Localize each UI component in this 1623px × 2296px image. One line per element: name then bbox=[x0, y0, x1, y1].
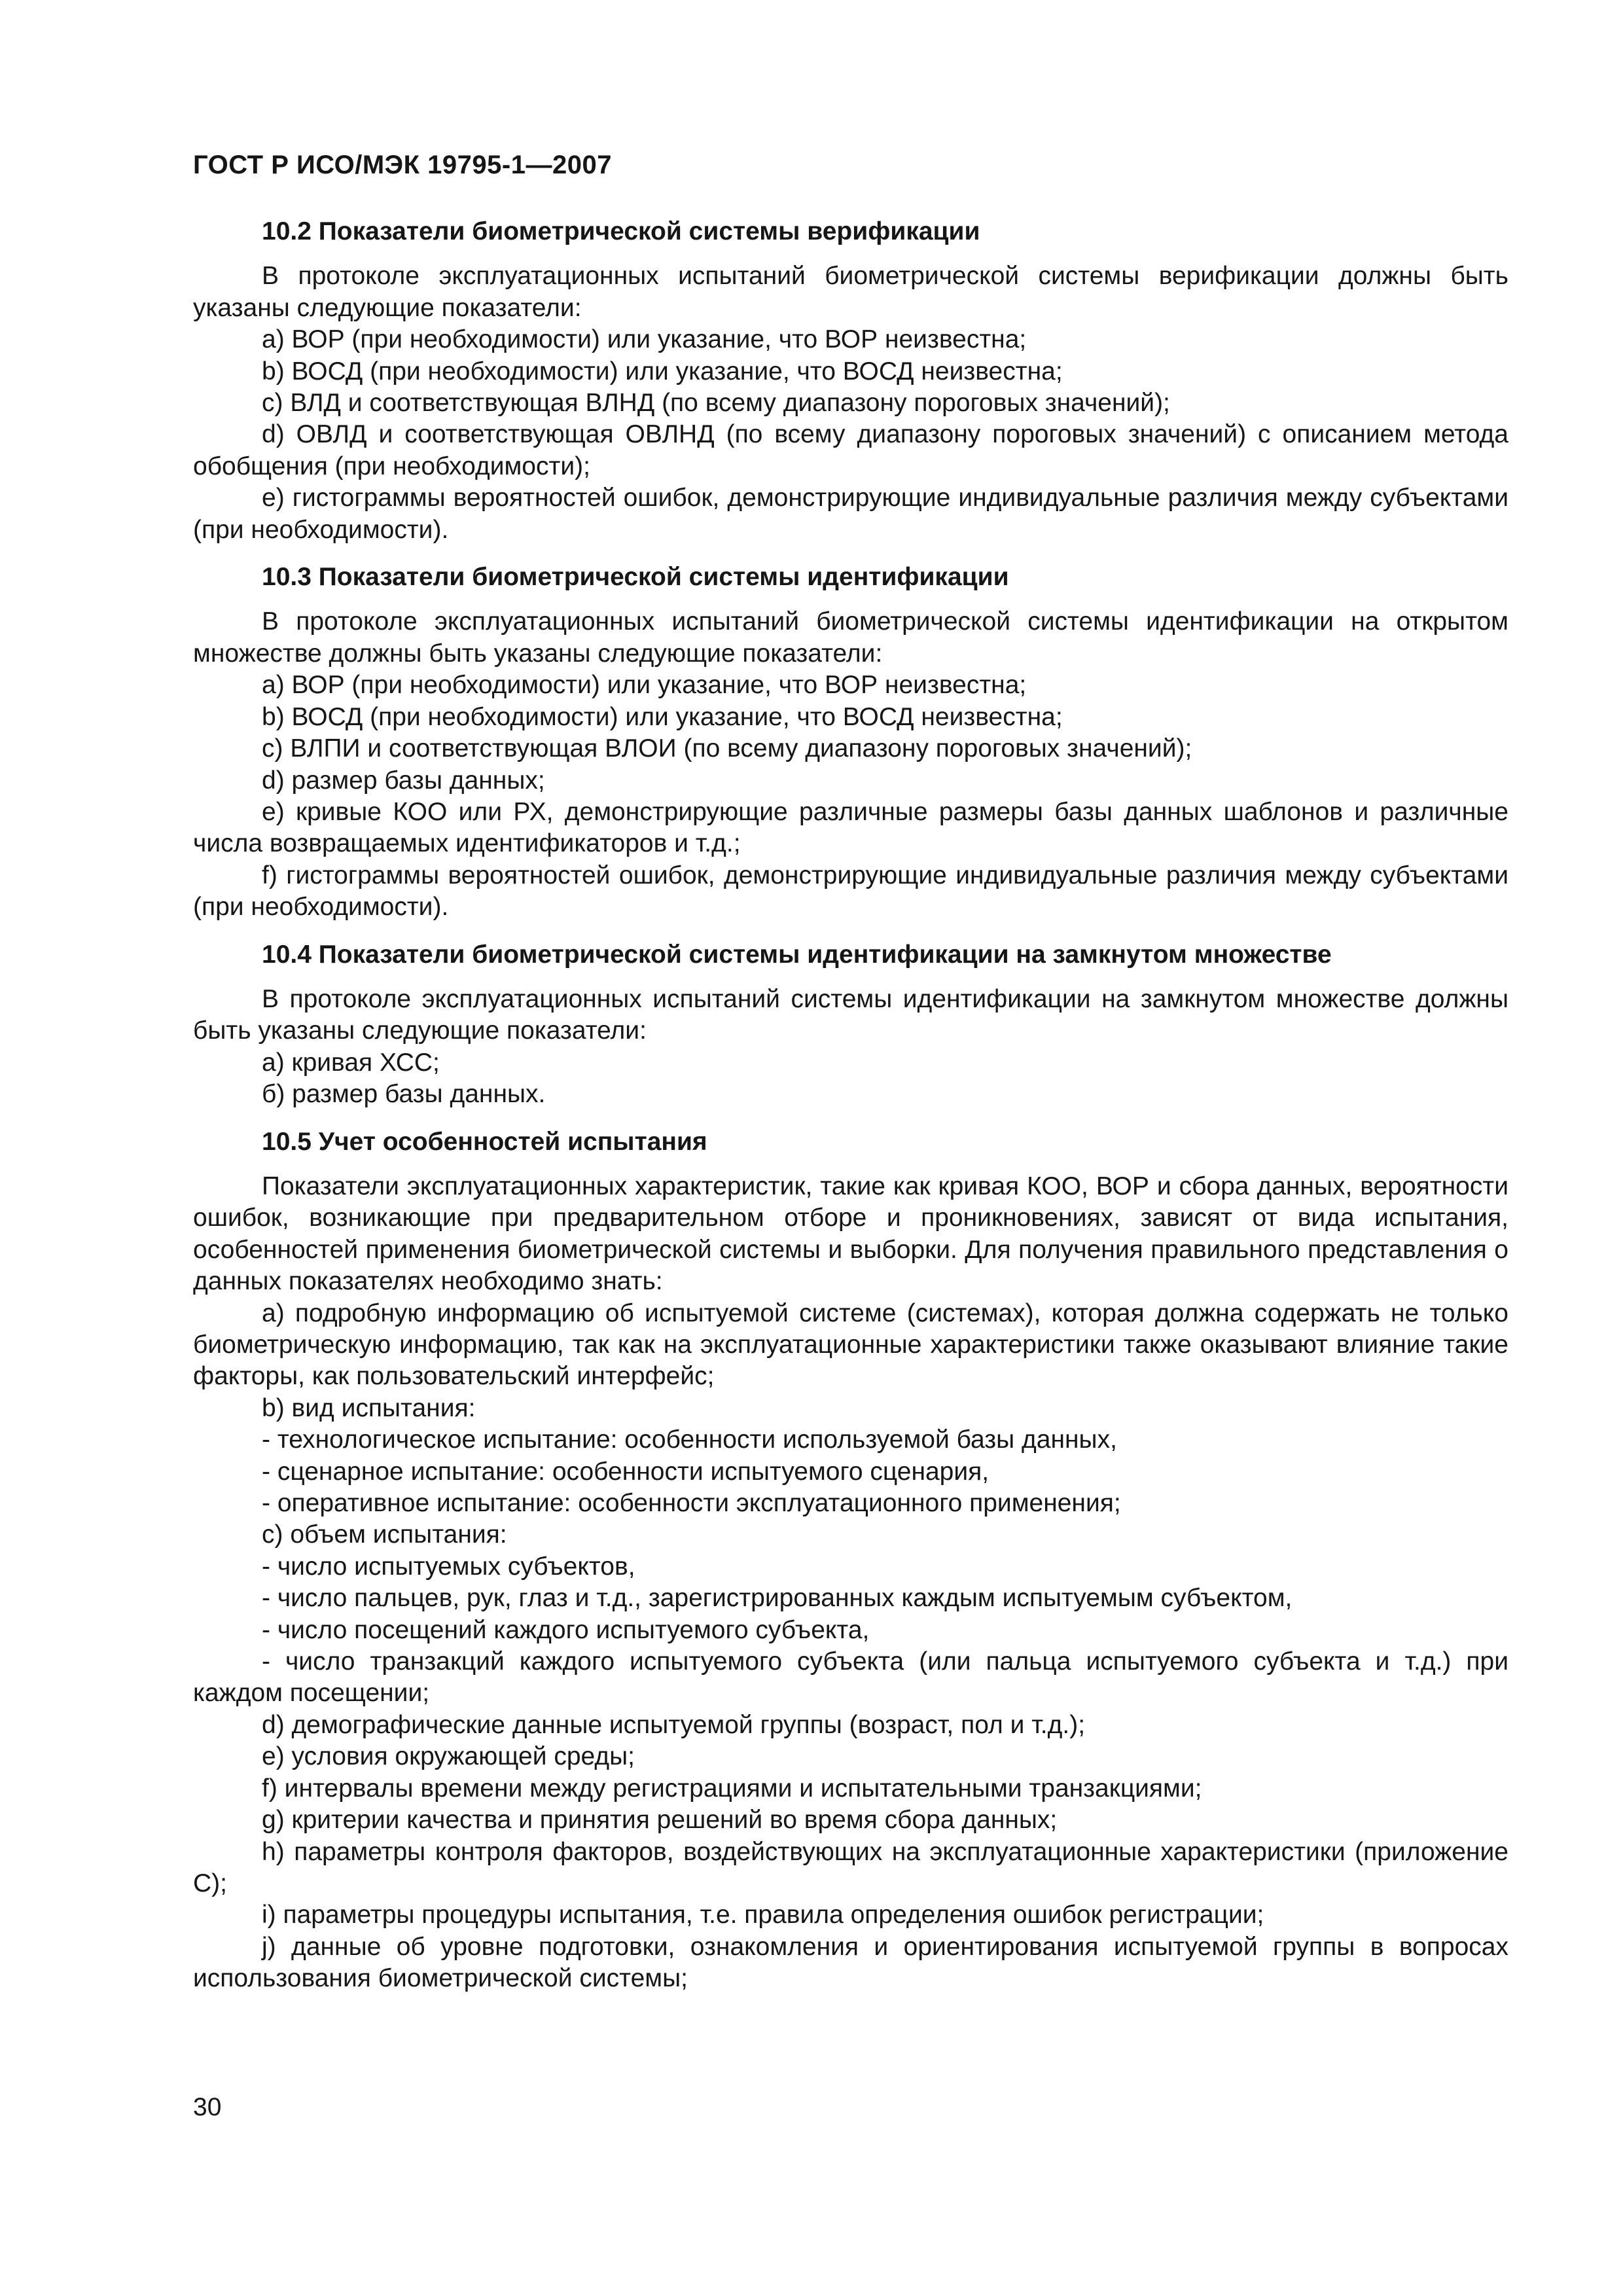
section-heading: 10.2 Показатели биометрической системы верификации bbox=[262, 217, 980, 245]
list-item: е) гистограммы вероятностей ошибок, демонстрирующие индивидуальные различия между субъектами (при необходимости). bbox=[193, 484, 1508, 544]
section-10-5 bbox=[193, 1126, 1508, 1995]
list-item: i) параметры процедуры испытания, т.е. правила определения ошибок регистрации; bbox=[262, 1901, 1264, 1929]
list-item: j) данные об уровне подготовки, ознакомления и ориентирования испытуемой группы в вопросах использования биометрической системы; bbox=[193, 1932, 1508, 1993]
section-heading: 10.3 Показатели биометрической системы идентификации bbox=[262, 563, 1009, 592]
list-item: g) критерии качества и принятия решений во время сбора данных; bbox=[262, 1806, 1058, 1835]
list-item: е) кривые КОО или РХ, демонстрирующие различные размеры базы данных шаблонов и различные числа возвращаемых идентификаторов и т.д.; bbox=[193, 797, 1508, 858]
list-item: б) размер базы данных. bbox=[262, 1080, 546, 1109]
list-item: е) условия окружающей среды; bbox=[262, 1742, 635, 1771]
section-10-2 bbox=[193, 216, 1508, 546]
page-number: 30 bbox=[193, 2093, 222, 2121]
paragraph: В протоколе эксплуатационных испытаний биометрической системы идентификации на открытом множестве должны быть указаны следующие показатели: bbox=[193, 607, 1508, 668]
document-header: ГОСТ Р ИСО/МЭК 19795-1—2007 bbox=[193, 151, 612, 179]
section-heading: 10.5 Учет особенностей испытания bbox=[262, 1127, 707, 1156]
list-item: b) ВОСД (при необходимости) или указание, что ВОСД неизвестна; bbox=[262, 702, 1063, 731]
paragraph: Показатели эксплуатационных характеристик, такие как кривая КОО, ВОР и сбора данных, вероятности ошибок, возникающие при предварительном отборе и проникновениях, зависят от вида испытания, особенностей применения биометрической системы и выборки. Для получения правильного представления о данных показателях необходимо знать: bbox=[193, 1172, 1508, 1296]
sub-list-item: - сценарное испытание: особенности испытуемого сценария, bbox=[262, 1457, 990, 1486]
list-item: d) размер базы данных; bbox=[262, 766, 545, 795]
sub-list-item: - число пальцев, рук, глаз и т.д., зарегистрированных каждым испытуемым субъектом, bbox=[262, 1584, 1293, 1613]
list-item: с) ВЛПИ и соответствующая ВЛОИ (по всему диапазону пороговых значений); bbox=[262, 734, 1192, 763]
list-item: с) ВЛД и соответствующая ВЛНД (по всему диапазону пороговых значений); bbox=[262, 389, 1170, 418]
list-item: f) интервалы времени между регистрациями и испытательными транзакциями; bbox=[262, 1774, 1202, 1803]
list-item: b) вид испытания: bbox=[262, 1393, 476, 1422]
list-item: с) объем испытания: bbox=[262, 1520, 507, 1549]
list-item: b) ВОСД (при необходимости) или указание, что ВОСД неизвестна; bbox=[262, 357, 1063, 386]
list-item: h) параметры контроля факторов, воздействующих на эксплуатационные характеристики (приложение С); bbox=[193, 1837, 1508, 1897]
section-heading: 10.4 Показатели биометрической системы идентификации на замкнутом множестве bbox=[262, 940, 1332, 969]
sub-list-item: - число посещений каждого испытуемого субъекта, bbox=[262, 1615, 870, 1644]
list-item: а) подробную информацию об испытуемой системе (системах), которая должна содержать не только биометрическую информацию, так как на эксплуатационные характеристики также оказывают влияние такие факторы, как пользовательский интерфейс; bbox=[193, 1299, 1508, 1391]
section-10-3 bbox=[193, 562, 1508, 923]
list-item: а) ВОР (при необходимости) или указание, что ВОР неизвестна; bbox=[262, 325, 1027, 354]
list-item: f) гистограммы вероятностей ошибок, демонстрирующие индивидуальные различия между субъектами (при необходимости). bbox=[193, 861, 1508, 922]
sub-list-item: - число транзакций каждого испытуемого субъекта (или пальца испытуемого субъекта и т.д.) при каждом посещении; bbox=[193, 1647, 1508, 1708]
sub-list-item: - оперативное испытание: особенности эксплуатационного применения; bbox=[262, 1489, 1121, 1518]
sub-list-item: - технологическое испытание: особенности используемой базы данных, bbox=[262, 1426, 1117, 1454]
sub-list-item: - число испытуемых субъектов, bbox=[262, 1552, 635, 1581]
section-10-4 bbox=[193, 939, 1508, 1111]
paragraph: В протоколе эксплуатационных испытаний системы идентификации на замкнутом множестве должны быть указаны следующие показатели: bbox=[193, 984, 1508, 1045]
document-body bbox=[193, 216, 1508, 1995]
paragraph: В протоколе эксплуатационных испытаний биометрической системы верификации должны быть указаны следующие показатели: bbox=[193, 262, 1508, 322]
list-item: d) демографические данные испытуемой группы (возраст, пол и т.д.); bbox=[262, 1710, 1086, 1739]
list-item: d) ОВЛД и соответствующая ОВЛНД (по всему диапазону пороговых значений) с описанием метода обобщения (при необходимости); bbox=[193, 420, 1508, 480]
list-item: а) кривая ХСС; bbox=[262, 1048, 440, 1077]
list-item: а) ВОР (при необходимости) или указание, что ВОР неизвестна; bbox=[262, 671, 1027, 700]
